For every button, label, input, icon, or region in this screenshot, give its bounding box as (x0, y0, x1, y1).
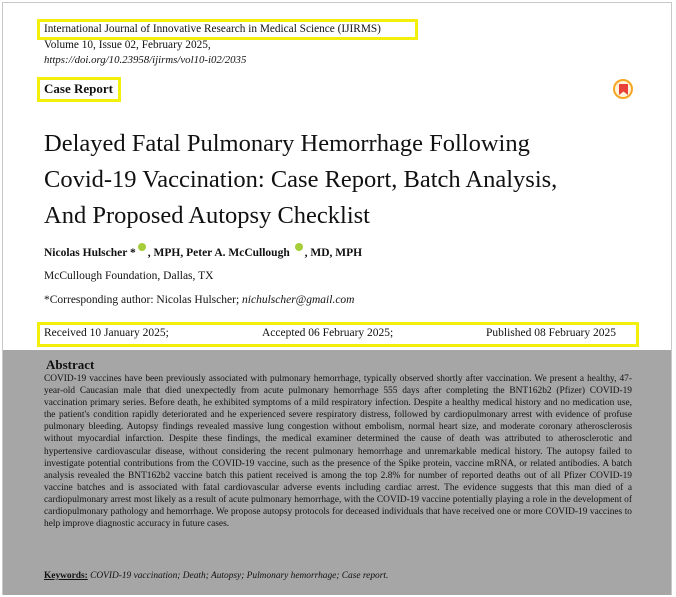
title-line-2: Covid-19 Vaccination: Case Report, Batch Analysis, (44, 166, 558, 193)
article-type: Case Report (44, 81, 113, 96)
doi-link[interactable]: https://doi.org/10.23958/ijirms/vol10-i02/2035 (44, 54, 247, 66)
bookmark-icon[interactable] (613, 79, 633, 99)
title-line-1: Delayed Fatal Pulmonary Hemorrhage Following (44, 130, 530, 157)
author-2-degrees: , MD, MPH (304, 246, 363, 259)
received-date: Received 10 January 2025; (44, 327, 169, 339)
corresponding-email[interactable]: nichulscher@gmail.com (242, 294, 355, 306)
author-2-name: , MPH, Peter A. McCullough (147, 246, 293, 259)
author-1-name: Nicolas Hulscher * (44, 246, 136, 259)
keywords (44, 571, 388, 581)
orcid-icon[interactable] (295, 243, 303, 251)
corresponding-author (44, 294, 354, 306)
accepted-date: Accepted 06 February 2025; (262, 327, 394, 339)
author-list (44, 243, 362, 259)
corresponding-label: *Corresponding author: Nicolas Hulscher; (44, 294, 243, 306)
affiliation: McCullough Foundation, Dallas, TX (44, 270, 214, 282)
abstract-text: COVID-19 vaccines have been previously associated with pulmonary hemorrhage, typically observed shortly after vaccination. We present a healthy, 47-year-old Caucasian male that died unexpectedly from acute pulmonary hemorrhage 555 days after completing the BNT162b2 (Pfizer) COVID-19 vaccination primary series. Before death, he exhibited symptoms of a mild respiratory infection. Despite a healthy medical history and no medication use, the patient's condition rapidly deteriorated and he experienced severe respiratory distress, followed by cardiopulmonary arrest with evidence of profuse pulmonary bleeding. Autopsy findings revealed massive lung congestion without embolism, normal heart size, and moderate coronary atherosclerosis without myocardial infarction. Despite these findings, the medical examiner determined the cause of death was attributed to atherosclerotic and hypertensive cardiovascular disease, without considering the recent pulmonary hemorrhage and unremarkable medical history. The autopsy failed to investigate potential contributions from the COVID-19 vaccine, such as the presence of the Spike protein, vaccine mRNA, or related antibodies. A batch analysis revealed the BNT162b2 vaccine batch this patient received is among the top 2.8% for number of reported deaths out of all Pfizer COVID-19 vaccine batches and is associated with fatal cardiovascular adverse events including cardiac arrest. The evidence suggests that this man died of a cardiopulmonary arrest most likely as a result of acute pulmonary hemorrhage, with the COVID-19 vaccine potentially playing a role in the development of cardiopulmonary pathology and hemorrhage. We propose autopsy protocols for deceased individuals that have received one or more COVID-19 vaccines to help improve diagnostic accuracy in future cases. (44, 374, 632, 530)
volume-issue: Volume 10, Issue 02, February 2025, (44, 39, 211, 51)
article-title (44, 126, 654, 234)
title-line-3: And Proposed Autopsy Checklist (44, 202, 370, 229)
published-date: Published 08 February 2025 (486, 327, 617, 339)
keywords-list: COVID-19 vaccination; Death; Autopsy; Pulmonary hemorrhage; Case report. (87, 571, 389, 581)
keywords-label: Keywords: (44, 571, 88, 581)
orcid-icon[interactable] (138, 243, 146, 251)
journal-name: International Journal of Innovative Research in Medical Science (IJIRMS) (44, 23, 381, 35)
abstract-heading: Abstract (46, 357, 95, 372)
